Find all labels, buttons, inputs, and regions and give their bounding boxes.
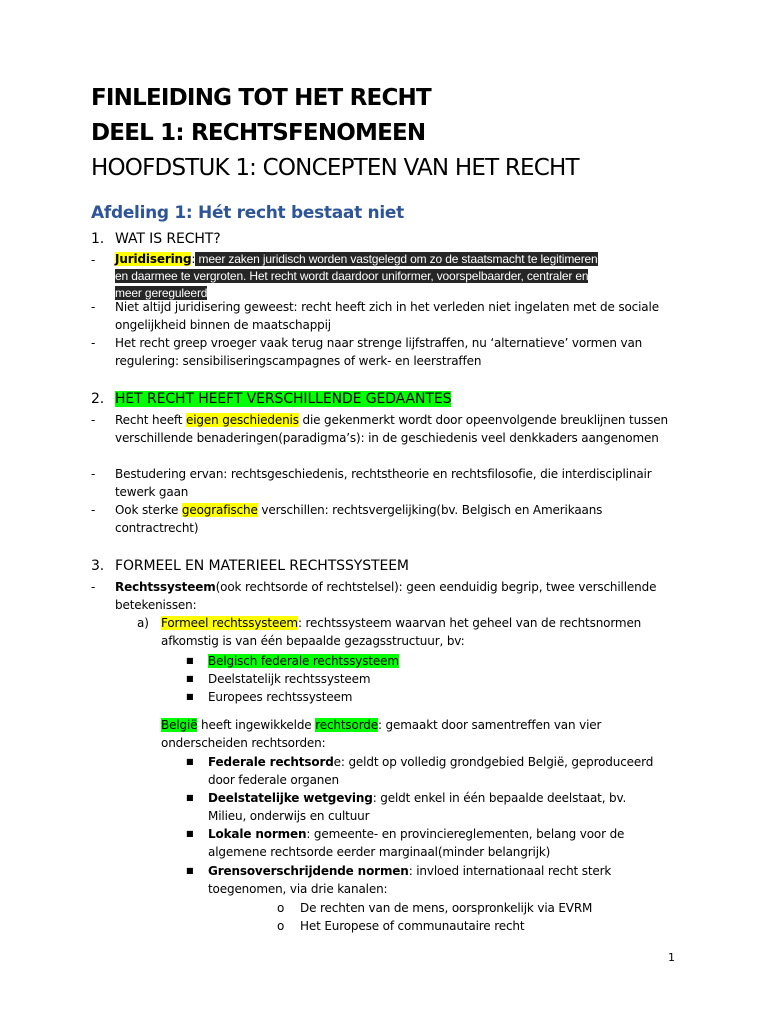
term-colon: : bbox=[191, 252, 196, 266]
bullet-item bbox=[208, 825, 658, 861]
dash-bullet: - bbox=[91, 413, 96, 427]
term: Grensoverschrijdende normen bbox=[208, 864, 409, 878]
term: Federale rechtsord bbox=[208, 755, 334, 769]
highlight: geografische bbox=[181, 503, 258, 517]
sub-bullet-item: Het Europese of communautaire recht bbox=[300, 919, 525, 933]
square-bullet-icon: ■ bbox=[186, 656, 194, 665]
text: : gemeente- en provinciereglementen, belang voor de algemene rechtsorde eerder marginaal(minder belangrijk) bbox=[208, 827, 625, 859]
bullet-item: Deelstatelijk rechtssysteem bbox=[208, 672, 371, 686]
dash-bullet: - bbox=[91, 580, 96, 594]
section-number: 2. bbox=[91, 391, 105, 407]
square-bullet-icon: ■ bbox=[186, 793, 194, 802]
part-title: DEEL 1: RECHTSFENOMEEN bbox=[91, 120, 426, 146]
section-number: 1. bbox=[91, 231, 105, 247]
selected-text: meer zaken juridisch worden vastgelegd om zo de staatsmacht te legitimeren bbox=[195, 252, 598, 266]
paragraph bbox=[161, 716, 651, 752]
term-highlight: Juridisering bbox=[115, 252, 192, 266]
section-number: 3. bbox=[91, 558, 105, 574]
document-title: FINLEIDING TOT HET RECHT bbox=[91, 85, 431, 111]
term: Deelstatelijke wetgeving bbox=[208, 791, 373, 805]
square-bullet-icon: ■ bbox=[186, 674, 194, 683]
section-heading: Afdeling 1: Hét recht bestaat niet bbox=[91, 203, 404, 223]
highlight: België bbox=[161, 718, 198, 732]
square-bullet-icon: ■ bbox=[186, 829, 194, 838]
dash-bullet: - bbox=[91, 253, 96, 267]
sub-bullet-item: De rechten van de mens, oorspronkelijk via EVRM bbox=[300, 901, 593, 915]
list-item bbox=[91, 251, 681, 305]
text: Ook sterke bbox=[115, 503, 182, 517]
list-item-text: Bestudering ervan: rechtsgeschiedenis, rechtstheorie en rechtsfilosofie, die interdisciplinair tewerk gaan bbox=[115, 467, 652, 499]
bullet-item bbox=[208, 789, 648, 825]
circle-bullet-icon: o bbox=[277, 919, 285, 933]
selected-text: meer gereguleerd bbox=[115, 286, 208, 300]
term: Rechtssysteem bbox=[115, 580, 216, 594]
list-item-text: Niet altijd juridisering geweest: recht heeft zich in het verleden niet ingelaten met de sociale ongelijkheid binnen de maatschappij bbox=[115, 300, 659, 332]
section-2-heading bbox=[91, 391, 451, 407]
text: : geldt enkel in één bepaalde deelstaat, bv. Milieu, onderwijs en cultuur bbox=[208, 791, 627, 823]
dash-bullet: - bbox=[91, 300, 96, 314]
text: (ook rechtsorde of rechtstelsel): geen eenduidig begrip, twee verschillende betekenissen: bbox=[115, 580, 657, 612]
dash-bullet: - bbox=[91, 336, 96, 350]
section-1-heading bbox=[91, 231, 221, 247]
dash-bullet: - bbox=[91, 467, 96, 481]
selected-text: en daarmee te vergroten. Het recht wordt daardoor uniformer, voorspelbaarder, centraler en bbox=[115, 269, 589, 283]
text: : rechtssysteem waarvan het geheel van de rechtsnormen afkomstig is van één bepaalde gezagsstructuur, bv: bbox=[161, 616, 642, 648]
square-bullet-icon: ■ bbox=[186, 757, 194, 766]
text: die gekenmerkt wordt door opeenvolgende breuklijnen tussen verschillende benaderingen(paradigma’s): in de geschiedenis veel denkkaders aangenomen bbox=[115, 413, 668, 445]
highlight: rechtsorde bbox=[315, 718, 378, 732]
bullet-item bbox=[208, 652, 399, 670]
bullet-item bbox=[208, 862, 638, 898]
term: Lokale normen bbox=[208, 827, 307, 841]
sublist-item bbox=[161, 614, 681, 650]
section-title: HET RECHT HEEFT VERSCHILLENDE GEDAANTES bbox=[115, 391, 452, 407]
highlight: Formeel rechtssysteem bbox=[161, 616, 298, 630]
square-bullet-icon: ■ bbox=[186, 866, 194, 875]
text: heeft ingewikkelde bbox=[197, 718, 316, 732]
highlight: eigen geschiedenis bbox=[186, 413, 299, 427]
dash-bullet: - bbox=[91, 503, 96, 517]
text: Recht heeft bbox=[115, 413, 187, 427]
section-3-heading bbox=[91, 558, 409, 574]
square-bullet-icon: ■ bbox=[186, 692, 194, 701]
bullet-item: Europees rechtssysteem bbox=[208, 690, 353, 704]
text: : gemaakt door samentreffen van vier onderscheiden rechtsorden: bbox=[161, 718, 602, 750]
section-title: FORMEEL EN MATERIEEL RECHTSSYSTEEM bbox=[115, 558, 409, 574]
list-item-text: Het recht greep vroeger vaak terug naar strenge lijfstraffen, nu ‘alternatieve’ vormen van regulering: sensibiliseringscampagnes of werk- en leerstraffen bbox=[115, 336, 643, 368]
section-title: WAT IS RECHT? bbox=[115, 231, 221, 247]
bullet-item bbox=[208, 753, 668, 789]
sublist-label: a) bbox=[137, 616, 149, 630]
text: verschillen: rechtsvergelijking(bv. Belgisch en Amerikaans contractrecht) bbox=[115, 503, 603, 535]
circle-bullet-icon: o bbox=[277, 901, 285, 915]
highlight: Belgisch federale rechtssysteem bbox=[208, 654, 399, 668]
text: e: geldt op volledig grondgebied België, geproduceerd door federale organen bbox=[208, 755, 654, 787]
chapter-title: HOOFDSTUK 1: CONCEPTEN VAN HET RECHT bbox=[91, 155, 579, 181]
page-number: 1 bbox=[668, 951, 675, 964]
text: : invloed internationaal recht sterk toegenomen, via drie kanalen: bbox=[208, 864, 612, 896]
